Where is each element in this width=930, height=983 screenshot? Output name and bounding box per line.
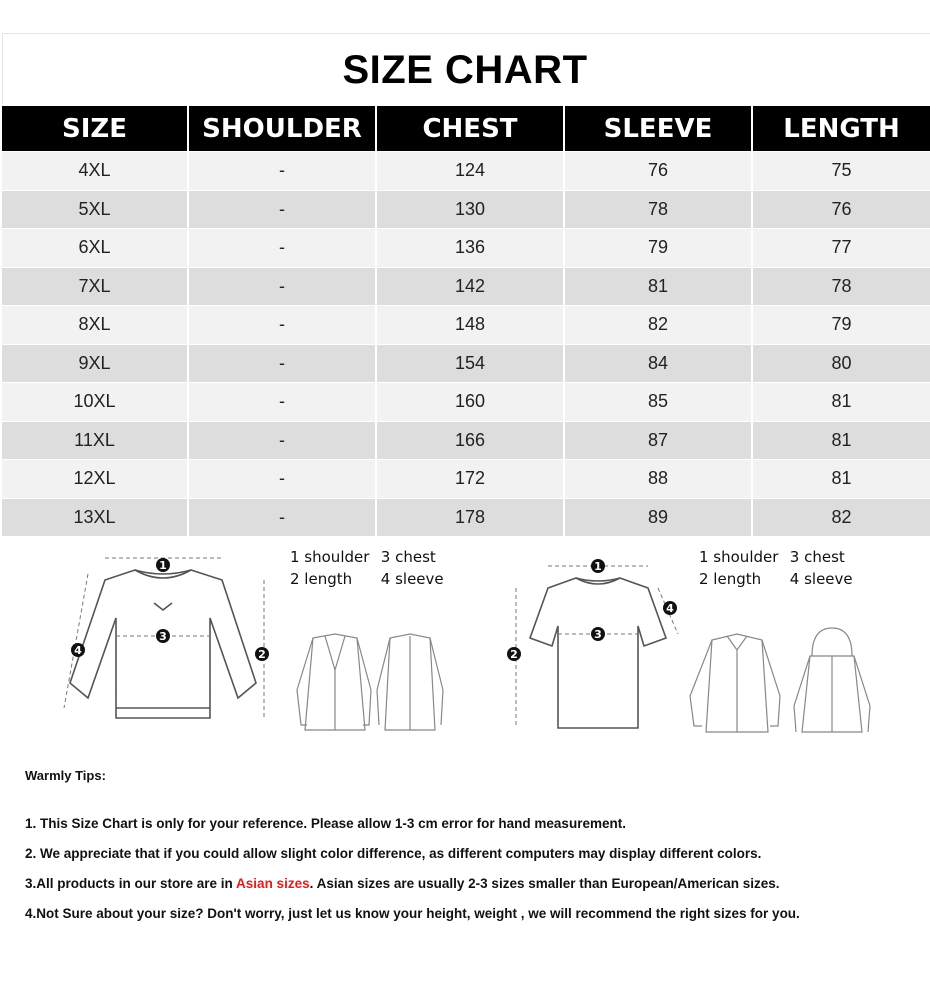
tshirt-marker-1-label: 1 [594, 560, 602, 573]
cell-shoulder: - [189, 382, 377, 421]
cell-shoulder: - [189, 421, 377, 460]
cell-length: 82 [753, 498, 930, 537]
neck-vee [154, 603, 172, 610]
cell-sleeve: 89 [565, 498, 753, 537]
legend-shoulder: 1 shoulder [699, 548, 779, 566]
cell-size: 13XL [2, 498, 189, 537]
legend-right [699, 546, 853, 590]
tips-title: Warmly Tips: [25, 768, 106, 783]
tip-2: 2. We appreciate that if you could allow slight color difference, as different computers may display different colors. [25, 846, 762, 861]
table-row [2, 498, 930, 537]
sweatshirt-outline [70, 570, 256, 718]
cell-chest: 172 [377, 459, 565, 498]
cell-length: 81 [753, 421, 930, 460]
hoodie-hood [812, 628, 852, 656]
cell-size: 11XL [2, 421, 189, 460]
tshirt-marker-4-label: 4 [666, 602, 674, 615]
legend-length: 2 length [290, 570, 353, 588]
table-row [2, 305, 930, 344]
cell-chest: 136 [377, 228, 565, 267]
cell-chest: 124 [377, 151, 565, 190]
cell-length: 81 [753, 459, 930, 498]
legend-chest: 3 chest [789, 548, 845, 566]
marker-3-label: 3 [159, 630, 167, 643]
cell-length: 79 [753, 305, 930, 344]
cell-sleeve: 81 [565, 267, 753, 306]
cell-shoulder: - [189, 344, 377, 383]
legend-left [290, 546, 444, 590]
size-table [2, 106, 930, 536]
page-title: SIZE CHART [342, 48, 588, 92]
cell-length: 76 [753, 190, 930, 229]
hoodie-right-sleeve [854, 656, 870, 732]
cell-shoulder: - [189, 305, 377, 344]
header-size: SIZE [2, 106, 189, 151]
cell-size: 6XL [2, 228, 189, 267]
cell-size: 4XL [2, 151, 189, 190]
cell-chest: 160 [377, 382, 565, 421]
cell-sleeve: 76 [565, 151, 753, 190]
cell-length: 80 [753, 344, 930, 383]
marker-1-label: 1 [159, 559, 167, 572]
blazer-left-sleeve [297, 638, 313, 725]
header-sleeve: SLEEVE [565, 106, 753, 151]
sweatshirt-measurement-diagram [50, 548, 280, 738]
tip-4: 4.Not Sure about your size? Don't worry, just let us know your height, weight , we will recommend the right sizes for you. [25, 906, 800, 921]
tshirt-marker-2-label: 2 [510, 648, 518, 661]
cell-chest: 130 [377, 190, 565, 229]
cell-sleeve: 79 [565, 228, 753, 267]
blazer-lapel [325, 636, 345, 670]
header-length: LENGTH [753, 106, 930, 151]
cell-sleeve: 84 [565, 344, 753, 383]
hoodie-left-sleeve [794, 656, 810, 732]
cell-shoulder: - [189, 228, 377, 267]
tip-1: 1. This Size Chart is only for your reference. Please allow 1-3 cm error for hand measurement. [25, 816, 626, 831]
cell-shoulder: - [189, 190, 377, 229]
cell-chest: 154 [377, 344, 565, 383]
cell-length: 75 [753, 151, 930, 190]
jacket-sketches-left [285, 630, 445, 735]
legend-shoulder: 1 shoulder [290, 548, 370, 566]
table-header-row [2, 106, 930, 151]
tip-3-highlight: Asian sizes [236, 876, 310, 891]
cell-size: 5XL [2, 190, 189, 229]
cell-size: 12XL [2, 459, 189, 498]
shirt-collar [727, 636, 747, 650]
cell-size: 8XL [2, 305, 189, 344]
cell-chest: 148 [377, 305, 565, 344]
cell-sleeve: 78 [565, 190, 753, 229]
tshirt-marker-3-label: 3 [594, 628, 602, 641]
legend-sleeve: 4 sleeve [380, 570, 444, 588]
cell-sleeve: 87 [565, 421, 753, 460]
header-chest: CHEST [377, 106, 565, 151]
cell-sleeve: 85 [565, 382, 753, 421]
table-row [2, 151, 930, 190]
table-row [2, 344, 930, 383]
cell-shoulder: - [189, 267, 377, 306]
tshirt-measurement-diagram [498, 548, 698, 738]
tip-3-start: 3.All products in our store are in [25, 876, 237, 891]
table-row [2, 267, 930, 306]
cell-length: 77 [753, 228, 930, 267]
cell-shoulder: - [189, 459, 377, 498]
tip-3-end: . Asian sizes are usually 2-3 sizes smaller than European/American sizes. [309, 876, 780, 891]
cell-size: 7XL [2, 267, 189, 306]
cell-chest: 178 [377, 498, 565, 537]
table-row [2, 228, 930, 267]
cell-chest: 142 [377, 267, 565, 306]
header-shoulder: SHOULDER [189, 106, 377, 151]
cell-length: 78 [753, 267, 930, 306]
marker-4-label: 4 [74, 644, 82, 657]
cell-shoulder: - [189, 151, 377, 190]
tip-3 [25, 876, 780, 891]
cell-shoulder: - [189, 498, 377, 537]
table-row [2, 382, 930, 421]
cell-sleeve: 82 [565, 305, 753, 344]
legend-sleeve: 4 sleeve [789, 570, 853, 588]
table-row [2, 190, 930, 229]
marker-2-label: 2 [258, 648, 266, 661]
legend-length: 2 length [699, 570, 762, 588]
tshirt-outline [530, 578, 666, 728]
legend-chest: 3 chest [380, 548, 436, 566]
cell-length: 81 [753, 382, 930, 421]
cell-size: 9XL [2, 344, 189, 383]
cell-size: 10XL [2, 382, 189, 421]
shirt-hoodie-sketches-right [682, 626, 877, 738]
table-row [2, 459, 930, 498]
cell-chest: 166 [377, 421, 565, 460]
table-row [2, 421, 930, 460]
cell-sleeve: 88 [565, 459, 753, 498]
